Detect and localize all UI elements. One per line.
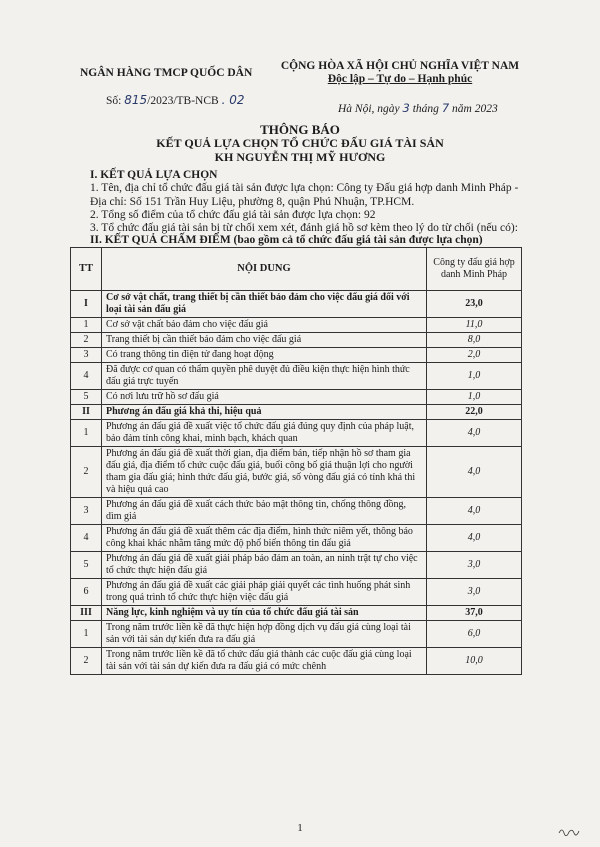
country-name: CỘNG HÒA XÃ HỘI CHỦ NGHĨA VIỆT NAM	[280, 60, 520, 72]
section-2-heading: II. KẾT QUẢ CHẤM ĐIỂM (bao gồm cả tổ chức đấu giá tài sản được lựa chọn)	[90, 234, 483, 246]
table-row	[71, 348, 522, 363]
row-score: 4,0	[427, 525, 522, 552]
row-tt: 1	[71, 621, 102, 648]
row-content: Năng lực, kinh nghiệm và uy tín của tổ chức đấu giá tài sản	[102, 606, 427, 621]
table-row	[71, 498, 522, 525]
row-score: 11,0	[427, 318, 522, 333]
row-content: Có nơi lưu trữ hồ sơ đấu giá	[102, 390, 427, 405]
row-content: Cơ sở vật chất bảo đảm cho việc đấu giá	[102, 318, 427, 333]
row-content: Có trang thông tin điện tử đang hoạt động	[102, 348, 427, 363]
row-content: Phương án đấu giá đề xuất các giải pháp giải quyết các tình huống phát sinh trong quá trình tổ chức thực hiện việc đấu giá	[102, 579, 427, 606]
table-body	[71, 291, 522, 675]
issue-date	[338, 101, 498, 115]
row-tt: 4	[71, 525, 102, 552]
table-row	[71, 405, 522, 420]
doc-title: THÔNG BÁO	[260, 122, 340, 137]
row-tt: 4	[71, 363, 102, 390]
col-header-content: NỘI DUNG	[102, 248, 427, 291]
table-row	[71, 318, 522, 333]
row-tt: III	[71, 606, 102, 621]
section-1-item-1: 1. Tên, địa chỉ tổ chức đấu giá tài sản được lựa chọn: Công ty Đấu giá hợp danh Minh Pháp -	[90, 182, 519, 194]
row-tt: 2	[71, 333, 102, 348]
row-content: Trong năm trước liền kề đã thực hiện hợp đồng dịch vụ đấu giá cùng loại tài sản với tài sản dự kiến đưa ra đấu giá	[102, 621, 427, 648]
row-score: 4,0	[427, 420, 522, 447]
table-row	[71, 447, 522, 498]
bank-name: NGÂN HÀNG TMCP QUỐC DÂN	[80, 67, 253, 79]
row-score: 10,0	[427, 648, 522, 675]
section-1-item-2: 2. Tổng số điểm của tổ chức đấu giá tài sản được lựa chọn: 92	[90, 209, 376, 221]
row-score: 4,0	[427, 447, 522, 498]
row-tt: 2	[71, 447, 102, 498]
row-score: 2,0	[427, 348, 522, 363]
row-tt: 5	[71, 390, 102, 405]
section-1-heading: I. KẾT QUẢ LỰA CHỌN	[90, 169, 218, 181]
row-content: Phương án đấu giá đề xuất thêm các địa điểm, hình thức niêm yết, thông báo công khai khác nhằm tăng mức độ phổ biến thông tin đấu giá	[102, 525, 427, 552]
table-row	[71, 552, 522, 579]
row-tt: II	[71, 405, 102, 420]
table-row	[71, 390, 522, 405]
row-content: Cơ sở vật chất, trang thiết bị cần thiết bảo đảm cho việc đấu giá đối với loại tài sản đấu giá	[102, 291, 427, 318]
table-header-row	[71, 248, 522, 291]
doc-subject: KH NGUYỄN THỊ MỸ HƯƠNG	[214, 150, 386, 164]
table-row	[71, 525, 522, 552]
row-content: Phương án đấu giá khả thi, hiệu quả	[102, 405, 427, 420]
row-score: 8,0	[427, 333, 522, 348]
table-row	[71, 648, 522, 675]
doc-handwritten-suffix: . 02	[221, 93, 245, 107]
date-month: 7	[441, 101, 450, 115]
document-number	[106, 93, 244, 107]
row-score: 37,0	[427, 606, 522, 621]
row-content: Đã được cơ quan có thẩm quyền phê duyệt đủ điều kiện thực hiện hình thức đấu giá trực tuyến	[102, 363, 427, 390]
row-content: Phương án đấu giá đề xuất giải pháp bảo đảm an toàn, an ninh trật tự cho việc tổ chức thực hiện đấu giá	[102, 552, 427, 579]
motto: Độc lập – Tự do – Hạnh phúc	[327, 73, 473, 85]
table-row	[71, 291, 522, 318]
row-tt: 3	[71, 498, 102, 525]
row-content: Phương án đấu giá đề xuất thời gian, địa điểm bán, tiếp nhận hồ sơ tham gia đấu giá, địa điểm tổ chức cuộc đấu giá, buổi công bố giá thuận lợi cho người tham gia đấu giá; hình thức đấu giá, bước giá, số vòng đấu giá có tính khả thi và hiệu quả cao	[102, 447, 427, 498]
doc-handwritten-number: 815	[124, 93, 148, 107]
row-tt: 1	[71, 318, 102, 333]
row-tt: 3	[71, 348, 102, 363]
row-tt: I	[71, 291, 102, 318]
col-header-company: Công ty đấu giá hợp danh Minh Pháp	[427, 248, 522, 291]
table-row	[71, 621, 522, 648]
row-content: Trang thiết bị cần thiết bảo đảm cho việc đấu giá	[102, 333, 427, 348]
page-number: 1	[297, 822, 303, 834]
row-score: 1,0	[427, 363, 522, 390]
initials-signature	[558, 826, 580, 836]
doc-subtitle: KẾT QUẢ LỰA CHỌN TỔ CHỨC ĐẤU GIÁ TÀI SẢN	[156, 136, 444, 150]
row-score: 23,0	[427, 291, 522, 318]
table-row	[71, 363, 522, 390]
row-score: 6,0	[427, 621, 522, 648]
row-score: 3,0	[427, 579, 522, 606]
table-row	[71, 333, 522, 348]
doc-code: /2023/TB-NCB	[147, 95, 222, 107]
section-1-item-1-address: Địa chỉ: Số 151 Trần Huy Liệu, phường 8, quận Phú Nhuận, TP.HCM.	[90, 196, 415, 208]
date-day: 3	[402, 101, 410, 115]
score-table	[70, 247, 522, 675]
table-row	[71, 579, 522, 606]
national-header	[265, 60, 535, 85]
table-row	[71, 420, 522, 447]
row-content: Trong năm trước liền kề đã tổ chức đấu giá thành các cuộc đấu giá cùng loại tài sản với tài sản dự kiến đưa ra đấu giá có mức chênh	[102, 648, 427, 675]
row-score: 1,0	[427, 390, 522, 405]
row-content: Phương án đấu giá đề xuất việc tổ chức đấu giá đúng quy định của pháp luật, bảo đảm tính công khai, minh bạch, khách quan	[102, 420, 427, 447]
row-score: 4,0	[427, 498, 522, 525]
section-1-item-3: 3. Tổ chức đấu giá tài sản bị từ chối xem xét, đánh giá hồ sơ kèm theo lý do từ chối (nếu có):	[90, 222, 518, 234]
row-content: Phương án đấu giá đề xuất cách thức bảo mật thông tin, chống thông đồng, dìm giá	[102, 498, 427, 525]
date-mid: tháng	[409, 103, 442, 115]
date-suffix: năm 2023	[449, 103, 498, 115]
row-tt: 1	[71, 420, 102, 447]
row-tt: 5	[71, 552, 102, 579]
date-prefix: Hà Nội, ngày	[338, 103, 403, 115]
row-tt: 6	[71, 579, 102, 606]
row-score: 22,0	[427, 405, 522, 420]
col-header-tt: TT	[71, 248, 102, 291]
doc-prefix: Số:	[106, 95, 125, 107]
row-tt: 2	[71, 648, 102, 675]
row-score: 3,0	[427, 552, 522, 579]
table-row	[71, 606, 522, 621]
